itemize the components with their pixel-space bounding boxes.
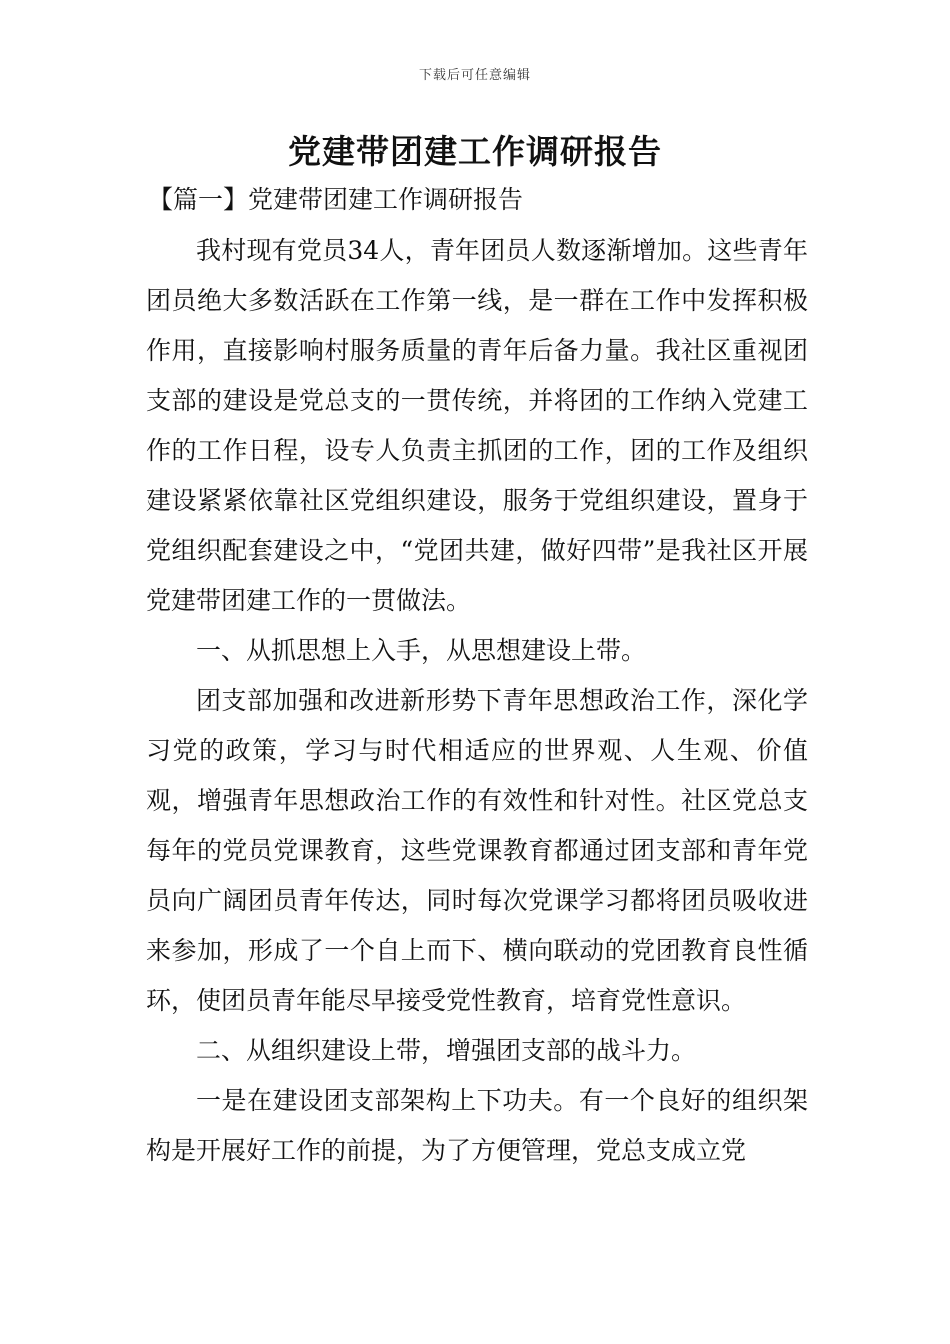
- section-label: 【篇一】党建带团建工作调研报告: [148, 185, 524, 214]
- paragraph: 一是在建设团支部架构上下功夫。有一个良好的组织架构是开展好工作的前提，为了方便管理，党总支成立党: [146, 1086, 808, 1165]
- header-note: 下载后可任意编辑: [418, 68, 531, 83]
- document-body: [146, 226, 808, 1176]
- paragraph: 团支部加强和改进新形势下青年思想政治工作，深化学习党的政策，学习与时代相适应的世界观、人生观、价值观，增强青年思想政治工作的有效性和针对性。社区党总支每年的党员党课教育，这些党课教育都通过团支部和青年党员向广阔团员青年传达，同时每次党课学习都将团员吸收进来参加，形成了一个自上而下、横向联动的党团教育良性循环，使团员青年能尽早接受党性教育，培育党性意识。: [146, 686, 808, 1015]
- paragraph: 我村现有党员34人，青年团员人数逐渐增加。这些青年团员绝大多数活跃在工作第一线，是一群在工作中发挥积极作用，直接影响村服务质量的青年后备力量。我社区重视团支部的建设是党总支的一贯传统，并将团的工作纳入党建工作的工作日程，设专人负责主抓团的工作，团的工作及组织建设紧紧依靠社区党组织建设，服务于党组织建设，置身于党组织配套建设之中，“党团共建，做好四带”是我社区开展党建带团建工作的一贯做法。: [146, 236, 808, 615]
- paragraph-heading: 一、从抓思想上入手，从思想建设上带。: [196, 636, 647, 665]
- document-title: 党建带团建工作调研报告: [288, 132, 662, 171]
- paragraph-heading: 二、从组织建设上带，增强团支部的战斗力。: [196, 1036, 697, 1065]
